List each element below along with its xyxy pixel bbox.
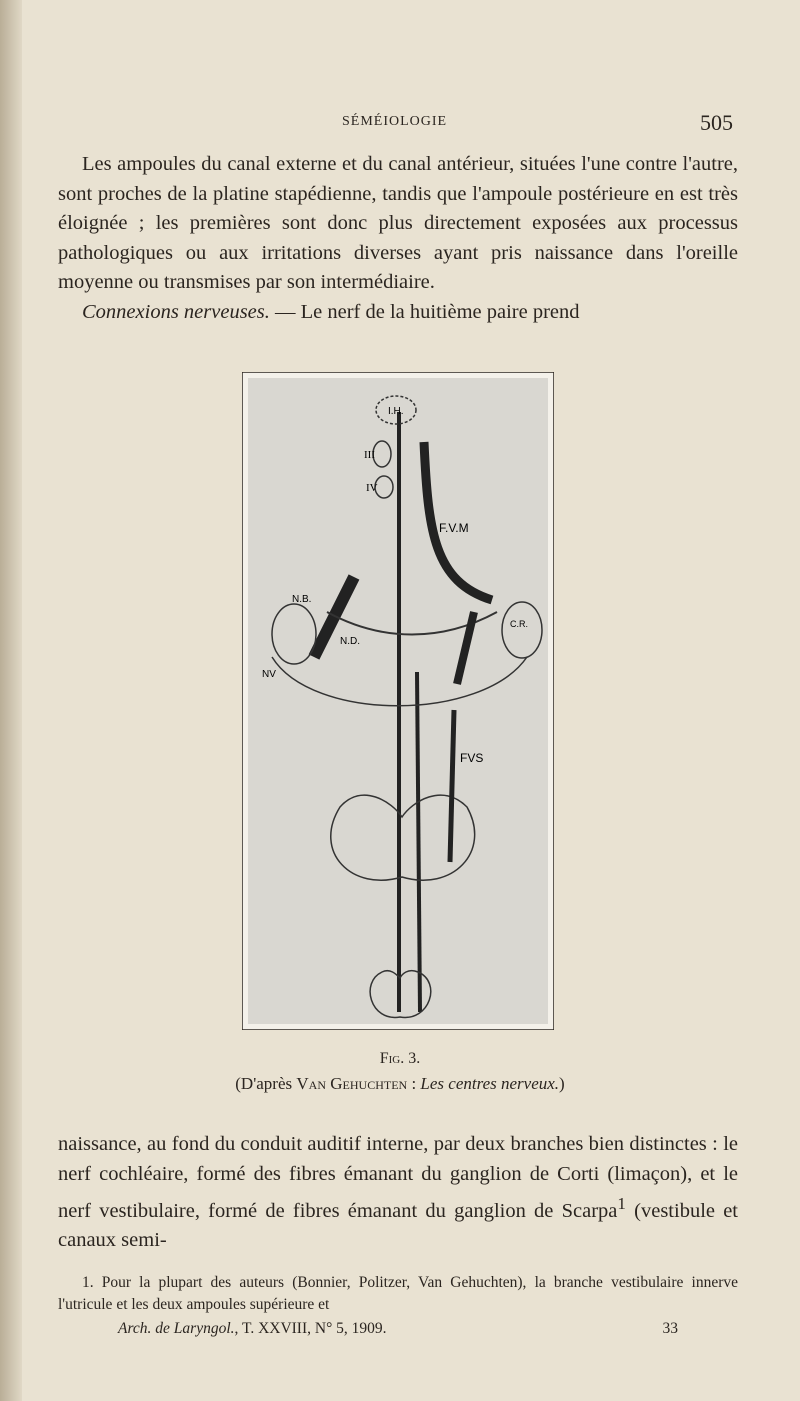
paragraph-text: Les ampoules du canal externe et du canal antérieur, situées l'une contre l'autre, sont proches de la platine stapédienne, tandis que l'ampoule postérieure en est très éloignée ; les premières sont donc plus directement exposées aux processus pathologiques ou aux irritations diverses ayant pris naissance dans l'oreille moyenne ou transmises par son intermédiaire.: [58, 153, 738, 293]
label-nd: N.D.: [340, 636, 360, 647]
subhead-rest: — Le nerf de la huitième paire prend: [269, 300, 580, 323]
sheet-number: 33: [662, 1320, 678, 1337]
label-fvs: FVS: [460, 751, 484, 765]
source-author: Van Gehuchten: [296, 1074, 408, 1093]
journal-details: , T. XXVIII, N° 5, 1909.: [234, 1320, 387, 1337]
paragraph2-text: naissance, au fond du conduit auditif interne, par deux branches bien distinctes : le nerf cochléaire, formé des fibres émanant du ganglion de Corti (limaçon), et le nerf vestibulaire, formé de fibres émanant du ganglion de Scarpa: [58, 1133, 738, 1222]
label-iv: IV: [366, 482, 378, 494]
footnote-number: 1.: [82, 1274, 94, 1291]
label-fvm: F.V.M: [439, 521, 469, 535]
label-iii: III: [364, 449, 375, 461]
figure-number: Fig. 3.: [379, 1050, 421, 1067]
nerve-diagram: [242, 372, 554, 1030]
footnote-mark: 1: [617, 1194, 626, 1213]
running-head: [0, 110, 800, 140]
subhead-line: [58, 298, 738, 328]
label-cr: C.R.: [510, 619, 528, 629]
paragraph-naissance: [58, 1130, 738, 1256]
footnote: [58, 1272, 738, 1316]
paragraph2-end: (vestibule et canaux semi-: [58, 1199, 738, 1252]
page-number: 505: [700, 110, 733, 135]
label-nv: NV: [262, 669, 276, 680]
page-edge-shadow: [0, 0, 22, 1401]
label-nb: N.B.: [292, 594, 312, 605]
footnote-text: Pour la plupart des auteurs (Bonnier, Politzer, Van Gehuchten), la branche vestibulaire innerve l'utricule et les deux ampoules supérieure et: [58, 1274, 738, 1313]
label-ih: I.H.: [388, 406, 404, 417]
journal-name: Arch. de Laryngol.: [118, 1320, 235, 1337]
paragraph-ampoules: [58, 150, 738, 327]
printer-signature: [118, 1320, 678, 1338]
running-head-title: SÉMÉIOLOGIE: [342, 114, 448, 129]
source-title: Les centres nerveux.: [420, 1074, 560, 1093]
figure-source: (D'après Van Gehuchten : Les centres nerveux.): [235, 1074, 565, 1093]
subhead-connexions: Connexions nerveuses.: [82, 300, 270, 323]
